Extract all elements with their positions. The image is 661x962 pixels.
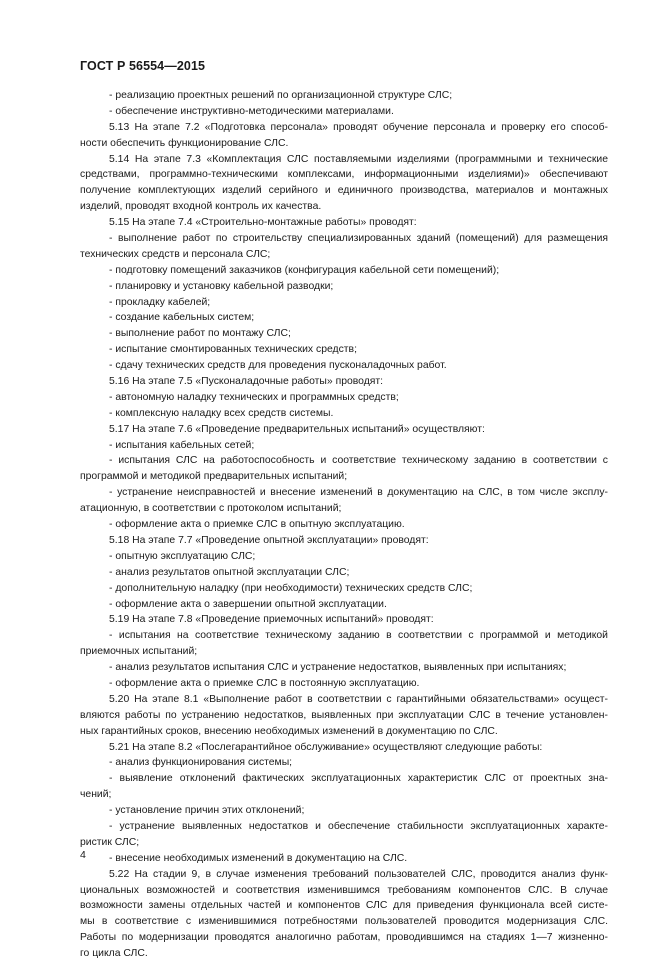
standard-header: ГОСТ Р 56554—2015 [80,59,206,73]
text-line: программой и методикой предварительных испытаний; [80,471,348,483]
page-number: 4 [80,849,86,861]
text-line: 5.19 На этапе 7.8 «Проведение приемочных испытаний» проводят: [109,614,434,626]
text-line: - сдачу технических средств для проведения пусконаладочных работ. [109,360,447,372]
text-line: - устранение неисправностей и внесение изменений в документацию на СЛС, в том числе эксплу- [109,487,608,499]
text-line: - комплексную наладку всех средств системы. [109,407,334,419]
text-line: - обеспечение инструктивно-методическими материалами. [109,105,394,117]
text-line: - испытания кабельных сетей; [109,439,255,451]
text-line: - выявление отклонений фактических эксплуатационных характеристик СЛС от проектных зна- [109,773,608,785]
text-line: 5.14 На этапе 7.3 «Комплектация СЛС поставляемыми изделиями (программными и технические [109,153,608,165]
text-line: атационную, в соответствии с протоколом испытаний; [80,503,342,515]
text-line: - оформление акта о приемке СЛС в опытную эксплуатацию. [109,519,405,531]
text-line: - испытание смонтированных технических средств; [109,344,357,356]
text-line: 5.16 На этапе 7.5 «Пусконаладочные работы» проводят: [109,376,384,388]
text-line: - анализ функционирования системы; [109,757,293,769]
text-line: - испытания СЛС на работоспособность и соответствие техническому заданию в соответствии с [109,455,608,467]
text-line: - дополнительную наладку (при необходимости) технических средств СЛС; [109,582,473,594]
text-line: - устранение выявленных недостатков и обеспечение стабильности эксплуатационных характе- [109,820,608,832]
text-line: вляются работы по устранению недостатков, выявленных при эксплуатации СЛС в течение установлен- [80,709,608,721]
text-line: - установление причин этих отклонений; [109,805,305,817]
text-line: ности обеспечить функционирование СЛС. [80,137,289,149]
text-line: - подготовку помещений заказчиков (конфигурация кабельной сети помещений); [109,264,500,276]
text-line: - анализ результатов испытания СЛС и устранение недостатков, выявленных при испытаниях; [109,662,567,674]
text-line: 5.13 На этапе 7.2 «Подготовка персонала» проводят обучение персонала и проверку его способ- [109,121,608,133]
text-line: - оформление акта о завершении опытной эксплуатации. [109,598,387,610]
text-line: изделий, проводят входной контроль их качества. [80,201,322,213]
text-line: - внесение необходимых изменений в документацию на СЛС. [109,852,408,864]
text-line: циональных возможностей и соответствия изменившимся требованиям компонентов СЛС. В случае [80,884,608,896]
text-line: средствами, программно-техническими комплексами, информационными изделиями)» обеспечивают [80,169,608,181]
text-line: получение комплектующих изделий серийного и единичного производства, материалов и монтажных [80,185,608,197]
text-line: - выполнение работ по монтажу СЛС; [109,328,291,340]
text-line: 5.22 На стадии 9, в случае изменения требований пользователей СЛС, проводится анализ функ- [109,868,608,880]
text-line: чений; [80,789,112,801]
text-line: Работы по модернизации проводятся аналогично работам, проводившимся на стадиях 1—7 жизненно- [80,932,608,944]
text-line: - автономную наладку технических и программных средств; [109,391,399,403]
text-line: возможности замены отдельных частей и компонентов СЛС для приведения функционала всей систе- [80,900,608,912]
text-line: - опытную эксплуатацию СЛС; [109,550,256,562]
text-line: - создание кабельных систем; [109,312,255,324]
text-line: ристик СЛС; [80,836,140,848]
text-line: технических средств и персонала СЛС; [80,248,271,260]
text-line: - планировку и установку кабельной разводки; [109,280,334,292]
text-line: приемочных испытаний; [80,646,198,658]
text-line: - реализацию проектных решений по организационной структуре СЛС; [109,90,453,101]
text-line: - прокладку кабелей; [109,296,211,308]
text-line: - анализ результатов опытной эксплуатации СЛС; [109,566,350,578]
text-line: мы в соответствие с изменившимися потребностями пользователей проводится модернизация СЛС. [80,916,608,928]
text-line: 5.20 На этапе 8.1 «Выполнение работ в соответствии с гарантийными обязательствами» осущест- [109,693,608,705]
text-line: 5.18 На этапе 7.7 «Проведение опытной эксплуатации» проводят: [109,534,429,546]
text-line: го цикла СЛС. [80,948,148,960]
text-line: 5.17 На этапе 7.6 «Проведение предварительных испытаний» осуществляют: [109,423,485,435]
text-line: - испытания на соответствие техническому заданию в соответствии с программой и методикой [109,630,608,642]
text-line: 5.15 На этапе 7.4 «Строительно-монтажные работы» проводят: [109,217,417,229]
text-line: 5.21 На этапе 8.2 «Послегарантийное обслуживание» осуществляют следующие работы: [109,741,543,753]
text-line: - оформление акта о приемке СЛС в постоянную эксплуатацию. [109,677,420,689]
body-text [80,88,608,962]
text-line: ных гарантийных сроков, внесению необходимых изменений в документацию по СЛС. [80,725,498,737]
text-line: - выполнение работ по строительству специализированных зданий (помещений) для размещения [109,233,608,245]
